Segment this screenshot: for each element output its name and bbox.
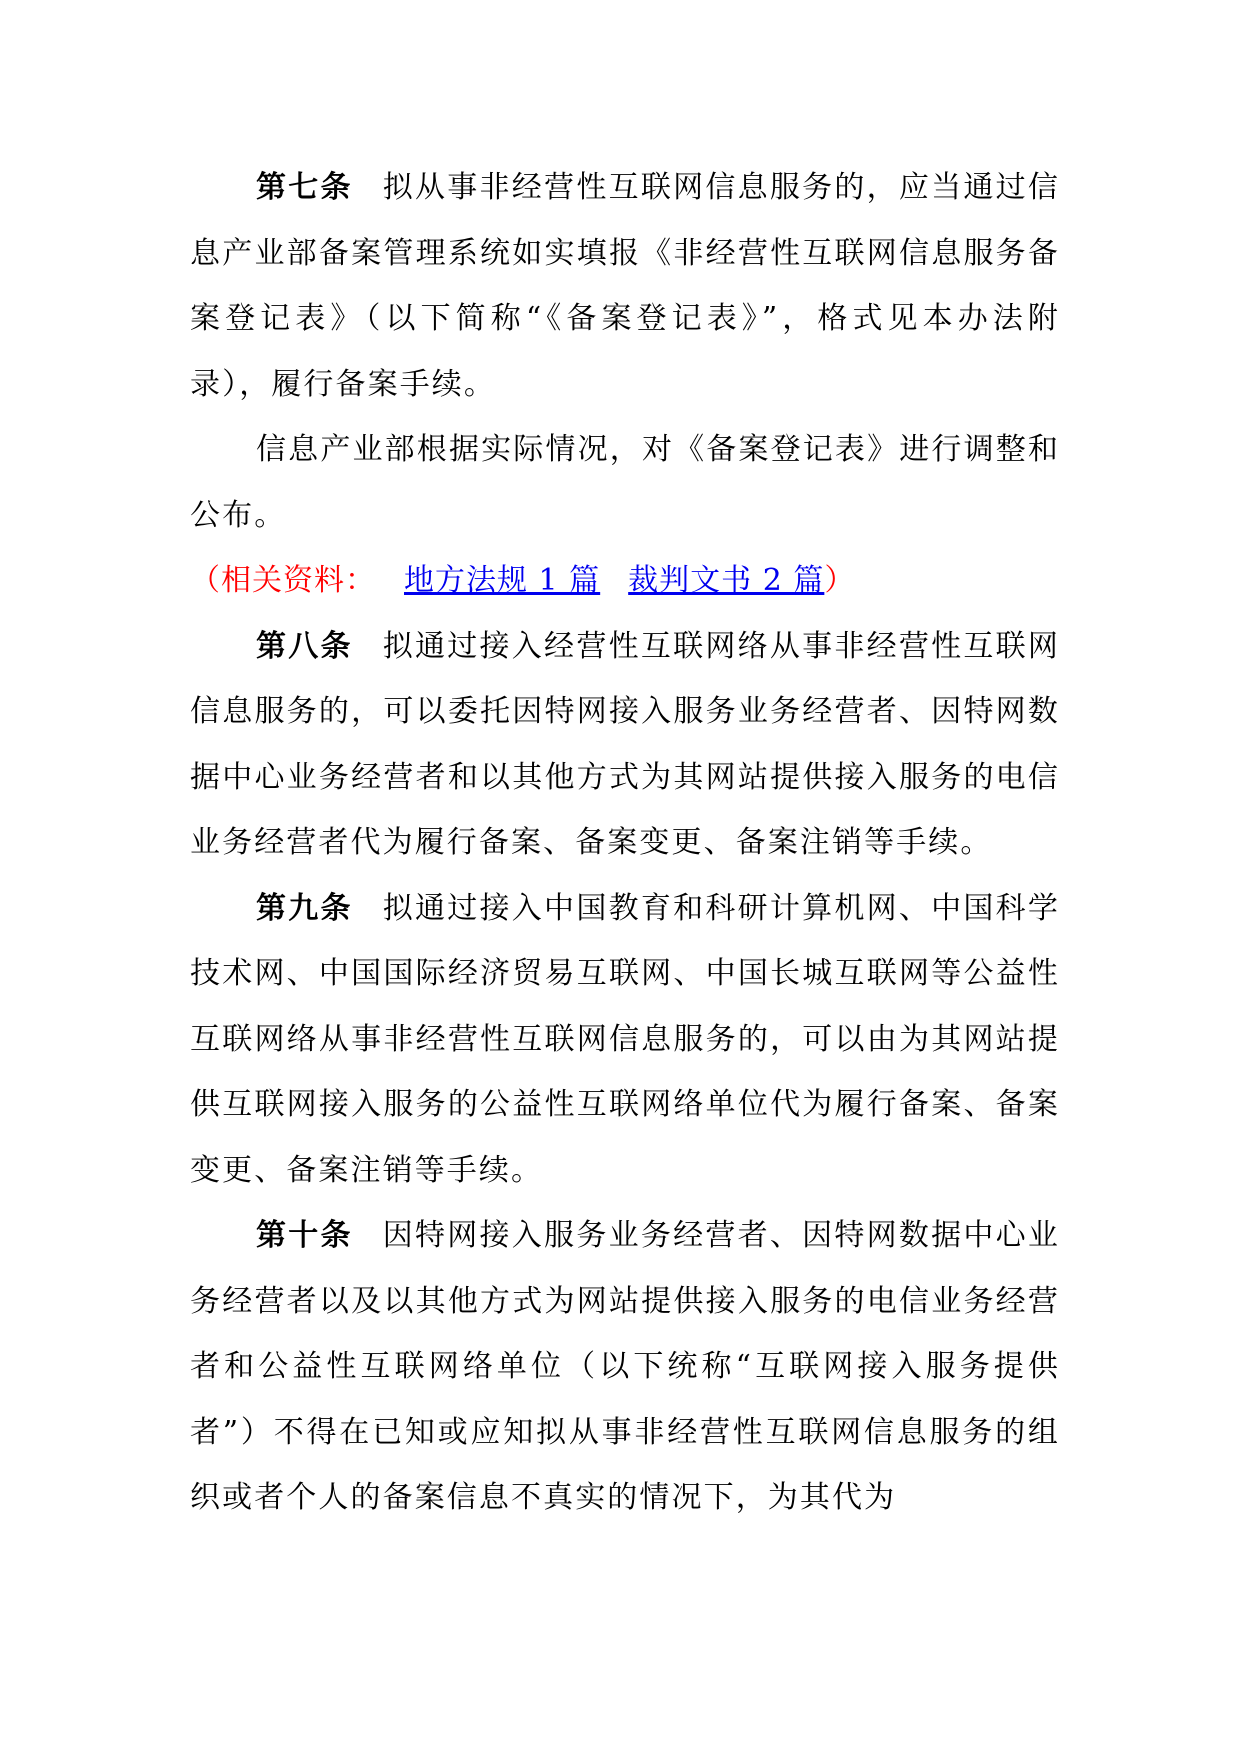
related-materials	[190, 548, 1060, 614]
article-8-paragraph	[190, 614, 1060, 876]
article-10-text: 因特网接入服务业务经营者、因特网数据中心业务经营者以及以其他方式为网站提供接入服务的电信业务经营者和公益性互联网络单位（以下统称“互联网接入服务提供者”）不得在已知或应知拟从事非经营性互联网信息服务的组织或者个人的备案信息不真实的情况下，为其代为	[190, 1218, 1060, 1515]
article-7-paragraph-2: 信息产业部根据实际情况，对《备案登记表》进行调整和公布。	[190, 432, 1060, 533]
article-9-paragraph	[190, 876, 1060, 1204]
related-link-local-regulations[interactable]: 地方法规 1 篇	[404, 563, 601, 598]
document-page	[190, 155, 1060, 1531]
related-suffix: ）	[824, 563, 856, 598]
article-9-text: 拟通过接入中国教育和科研计算机网、中国科学技术网、中国国际经济贸易互联网、中国长城互联网等公益性互联网络从事非经营性互联网信息服务的，可以由为其网站提供互联网接入服务的公益性互联网络单位代为履行备案、备案变更、备案注销等手续。	[190, 890, 1060, 1188]
article-7-paragraph	[190, 155, 1060, 417]
article-7-text: 拟从事非经营性互联网信息服务的，应当通过信息产业部备案管理系统如实填报《非经营性互联网信息服务备案登记表》（以下简称“《备案登记表》”，格式见本办法附录），履行备案手续。	[190, 170, 1060, 402]
article-8-label: 第八条	[256, 628, 353, 664]
article-8-text: 拟通过接入经营性互联网络从事非经营性互联网信息服务的，可以委托因特网接入服务业务经营者、因特网数据中心业务经营者和以其他方式为其网站提供接入服务的电信业务经营者代为履行备案、备案变更、备案注销等手续。	[190, 628, 1060, 860]
article-9-label: 第九条	[256, 890, 353, 926]
article-10-paragraph	[190, 1203, 1060, 1531]
related-link-judgments[interactable]: 裁判文书 2 篇	[628, 563, 825, 598]
article-7-label: 第七条	[256, 170, 353, 205]
related-prefix: （相关资料：	[190, 563, 376, 598]
article-10-label: 第十条	[256, 1218, 353, 1253]
